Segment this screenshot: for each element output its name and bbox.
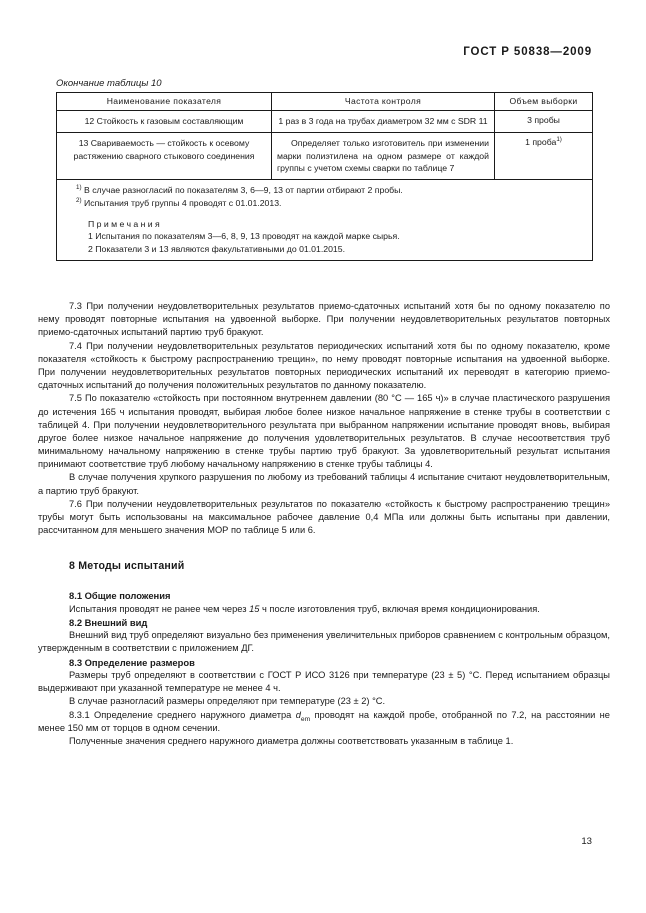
footnote-marker: 1) (76, 184, 82, 192)
page-number: 13 (581, 836, 592, 847)
symbol-d: d (295, 709, 301, 720)
spacer (38, 574, 610, 589)
cell-indicator-name: 12 Стойкость к газовым составляющим (57, 111, 272, 133)
footnote-marker: 2) (76, 197, 82, 205)
paragraph-8-3-1 (38, 709, 610, 735)
document-standard-header: ГОСТ Р 50838—2009 (463, 46, 592, 58)
paragraph-7-4: 7.4 При получении неудовлетворительных результатов периодических испытаний хотя бы по одному показателю, кроме показателя «стойкость к быстрому распространению трещин», по нему проводят повторные испытания на удвоенной выборке. При получении неудовлетворительных результатов повторных периодических испытаний их переводят в категорию приемо-сдаточных испытаний до получения положительных результатов по данному показателю. (38, 340, 610, 391)
table-notes-row (57, 180, 593, 261)
paragraph-8-1-part2: ч после изготовления труб, включая время кондиционирования. (259, 603, 540, 614)
notes-heading: Примечания (88, 218, 163, 229)
subsection-heading-8-2: 8.2 Внешний вид (69, 616, 148, 628)
requirements-table (56, 92, 593, 261)
paragraph-7-3: 7.3 При получении неудовлетворительных результатов приемо-сдаточных испытаний хотя бы по одному показателю по нему проводят повторные испытания на удвоенной выборке. При получении неудовлетворительных результатов повторных приемо-сдаточных испытаний партию труб бракуют. (38, 301, 610, 338)
table-row (57, 133, 593, 180)
paragraph-8-3-a: Размеры труб определяют в соответствии с ГОСТ Р ИСО 3126 при температуре (23 ± 5) °С. Перед испытанием образцы выдерживают при указанной температуре не менее 4 ч. (38, 670, 610, 694)
paragraph-8-3-1-continued: Полученные значения среднего наружного диаметра должны соответствовать указанным в таблице 1. (69, 735, 514, 746)
paragraph-8-1-hours: 15 (249, 603, 260, 614)
table-footnote (62, 197, 587, 210)
cell-sample-value: 3 пробы (527, 115, 560, 125)
document-body (38, 300, 610, 748)
note-item: 2 Показатели 3 и 13 являются факультативными до 01.01.2015. (88, 243, 345, 254)
paragraph-8-1-part1: Испытания проводят не ранее чем через (69, 603, 250, 614)
table-caption: Окончание таблицы 10 (56, 78, 162, 89)
footnote-text: Испытания труб группы 4 проводят с 01.01.2013. (83, 197, 282, 208)
paragraph-8-3-1-part1: 8.3.1 Определение среднего наружного диаметра (69, 709, 296, 720)
table-header-row (57, 93, 593, 111)
cell-sample-volume (495, 133, 593, 180)
cell-frequency: Определяет только изготовитель при изменении марки полиэтилена на одном размере от каждой группы с учетом схемы сварки по таблице 7 (272, 133, 495, 180)
paragraph-7-6: 7.6 При получении неудовлетворительных результатов по показателю «стойкость к быстрому распространению трещин» трубы могут быть использованы на максимальное рабочее давление 0,4 МПа или должны быть испытаны при давлении, рассчитанном для меньшего значения МОР по таблице 5 или 6. (38, 498, 610, 536)
symbol-d-subscript: em (300, 715, 311, 723)
cell-indicator-name: 13 Свариваемость — стойкость к осевому растяжению сварного стыкового соединения (57, 133, 272, 180)
table-row (57, 111, 593, 133)
cell-frequency: 1 раз в 3 года на трубах диаметром 32 мм с SDR 11 (272, 111, 495, 133)
subsection-heading-8-1: 8.1 Общие положения (69, 590, 171, 602)
footnote-marker: 1) (556, 136, 562, 144)
table-notes-cell (57, 180, 593, 261)
cell-sample-value: 1 проба (525, 137, 557, 148)
cell-sample-volume (495, 111, 593, 133)
footnote-text: В случае разногласий по показателям 3, 6—9, 13 от партии отбирают 2 пробы. (83, 185, 403, 196)
paragraph-8-3-1-part2: проводят на каждой пробе, отобранной по 7.2, на расстоянии не менее 150 мм от торцов в одном сечении. (38, 709, 610, 733)
paragraph-8-2: Внешний вид труб определяют визуально без применения увеличительных приборов сравнением с контрольным образцом, утвержденным в соответствии с приложением ДГ. (38, 630, 610, 654)
column-header-name: Наименование показателя (57, 93, 272, 111)
column-header-sample: Объем выборки (495, 93, 593, 111)
paragraph-8-1 (38, 603, 610, 616)
table-footnote (62, 184, 587, 197)
spacer (38, 537, 610, 559)
paragraph-7-5-continued: В случае получения хрупкого разрушения по любому из требований таблицы 4 испытание считают неудовлетворительным, а партию труб бракуют. (38, 472, 610, 496)
paragraph-7-5: 7.5 По показателю «стойкость при постоянном внутреннем давлении (80 °С — 165 ч)» в случае пластического разрушения до истечения 165 ч испытания проводят, выбирая любое более низкое начальное напряжение в стенке трубы в соответствии с таблицей 4. При получении неудовлетворительного результата при выбранном напряжении испытание проводят вновь, выбирая другое более низкое начальное напряжение до получения удовлетворительных результатов. В случае несоответствия труб минимальному начальному напряжению в стенке трубы партию труб бракуют. За удовлетворительный результат испытания принимают соответствие труб любому начальному напряжению в стенке трубы таблицы 4. (38, 393, 610, 470)
subsection-heading-8-3: 8.3 Определение размеров (69, 656, 195, 668)
note-item: 1 Испытания по показателям 3—6, 8, 9, 13 проводят на каждой марке сырья. (88, 231, 400, 242)
section-heading-8: 8 Методы испытаний (69, 560, 185, 573)
paragraph-8-3-b: В случае разногласий размеры определяют при температуре (23 ± 2) °С. (69, 696, 386, 707)
column-header-frequency: Частота контроля (272, 93, 495, 111)
